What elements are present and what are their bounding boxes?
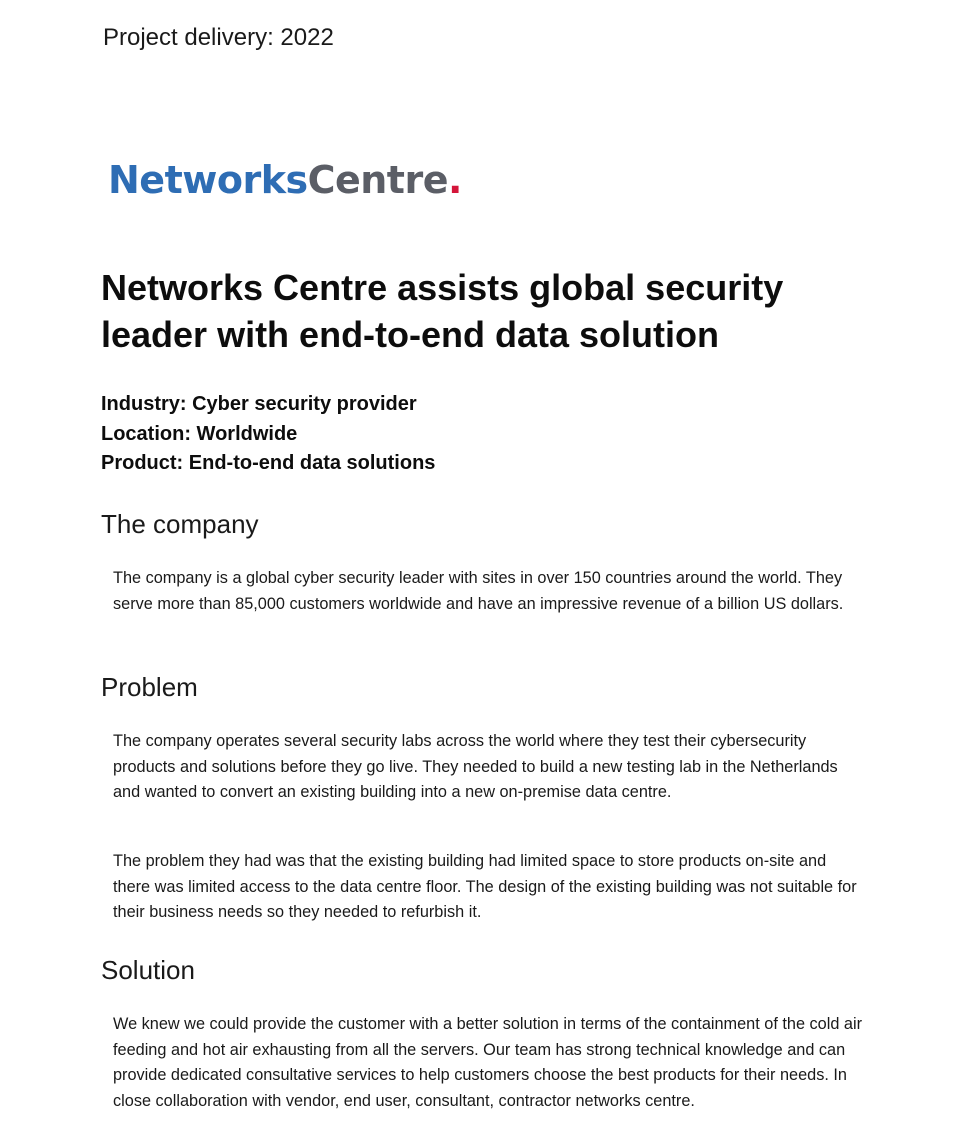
project-facts: [101, 390, 435, 479]
problem-paragraph-1: The company operates several security labs across the world where they test their cybersecurity products and solutions before they go live. They needed to build a new testing lab in the Netherlands and wanted to convert an existing building into a new on-premise data centre.: [113, 732, 838, 801]
section-heading-problem: Problem: [101, 672, 198, 702]
problem-paragraph-2: The problem they had was that the existing building had limited space to store products on-site and there was limited access to the data centre floor. The design of the existing building was not suitable for their business needs so they needed to refurbish it.: [113, 852, 857, 921]
networks-centre-logo: [108, 158, 462, 202]
section-heading-solution: Solution: [101, 955, 195, 985]
company-paragraph: The company is a global cyber security leader with sites in over 150 countries around the world. They serve more than 85,000 customers worldwide and have an impressive revenue of a billion US dollars.: [113, 569, 844, 613]
solution-paragraph: We knew we could provide the customer with a better solution in terms of the containment of the cold air feeding and hot air exhausting from all the servers. Our team has strong technical knowledge and can provide dedicated consultative services to help customers choose the best products for their needs. In close collaboration with vendor, end user, consultant, contractor networks centre.: [113, 1015, 863, 1110]
logo-text-networks: Networks: [108, 158, 308, 202]
logo-text-centre: Centre: [307, 158, 448, 202]
logo-dot: .: [447, 158, 462, 202]
fact-location: Location: Worldwide: [101, 422, 298, 445]
fact-product: Product: End-to-end data solutions: [101, 452, 436, 474]
section-heading-company: The company: [101, 509, 259, 539]
fact-industry: Industry: Cyber security provider: [101, 393, 417, 415]
project-delivery-label: Project delivery: 2022: [103, 24, 334, 51]
page-title: Networks Centre assists global security leader with end-to-end data solution: [101, 267, 784, 355]
